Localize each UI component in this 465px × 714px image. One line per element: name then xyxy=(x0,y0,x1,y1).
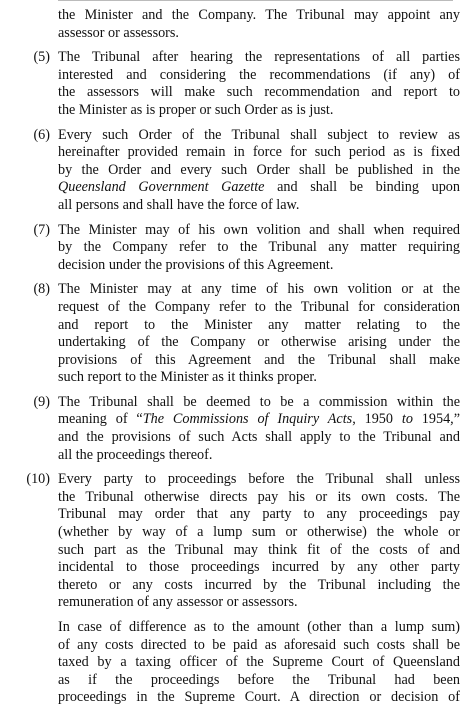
text-run: and shall be binding upon xyxy=(264,179,460,196)
text-line: interested and considering the recommendations (if any) of xyxy=(58,66,460,83)
text-line: The Minister may of his own volition and shall when required xyxy=(58,221,460,238)
text-line: decision under the provisions of this Agreement. xyxy=(58,256,334,273)
text-line: remuneration of any assessor or assessors. xyxy=(58,594,298,611)
text-run: meaning of “ xyxy=(58,411,143,428)
italic-gazette-title: Queensland Government Gazette xyxy=(58,179,265,196)
italic-act-title: The Commissions of Inquiry Acts xyxy=(142,411,353,428)
text-line: all persons and shall have the force of law. xyxy=(58,196,300,213)
text-line: the assessors will make such recommendation and report to xyxy=(58,84,460,101)
paragraph-number: (9) xyxy=(33,393,50,410)
document-page xyxy=(0,7,465,714)
text-line: the Minister as is proper or such Order as is just. xyxy=(58,101,334,118)
text-line: Every such Order of the Tribunal shall subject to review as xyxy=(58,126,460,143)
paragraph-number: (5) xyxy=(33,49,50,66)
text-line: hereinafter provided remain in force for such period as is fixed xyxy=(58,144,460,161)
text-line: taxed by a taxing officer of the Supreme Court of Queensland xyxy=(58,654,460,671)
text-line: all the proceedings thereof. xyxy=(58,446,213,463)
text-line: thereto or any costs incurred by the Tribunal including the xyxy=(58,576,460,593)
text-line: undertaking of the Company or otherwise arising under the xyxy=(58,334,460,351)
text-line: The Minister may at any time of his own volition or at the xyxy=(58,281,460,298)
text-line: (whether by way of a lump sum or otherwise) the whole or xyxy=(58,524,460,541)
text-run: , 1950 xyxy=(352,411,402,428)
text-line: by the Company refer to the Tribunal any matter requiring xyxy=(58,239,460,256)
text-line: proceedings in the Supreme Court. A direction or decision of xyxy=(58,689,460,706)
text-line: request of the Company refer to the Tribunal for consideration xyxy=(58,298,460,315)
paragraph-number: (6) xyxy=(33,126,50,143)
text-line: and report to the Minister any matter relating to the xyxy=(58,316,460,333)
paragraph-5 xyxy=(0,49,465,119)
text-line: In case of difference as to the amount (other than a lump sum) xyxy=(58,619,460,635)
paragraph-number: (7) xyxy=(33,221,50,238)
paragraph-number: (8) xyxy=(33,281,50,298)
text-run: 1954,” xyxy=(412,411,461,428)
paragraph-8 xyxy=(0,281,465,387)
paragraph-10 xyxy=(0,471,465,612)
text-line xyxy=(58,179,460,197)
text-line: by the Order and every such Order shall be published in the xyxy=(58,161,460,178)
text-line: Every party to proceedings before the Tribunal shall unless xyxy=(58,471,460,488)
top-rule xyxy=(58,0,453,1)
paragraph-number: (10) xyxy=(26,471,50,488)
italic-to: to xyxy=(401,411,413,428)
text-line: and the provisions of such Acts shall apply to the Tribunal and xyxy=(58,429,460,446)
text-line: The Tribunal after hearing the representations of all parties xyxy=(58,49,460,66)
paragraph-continued xyxy=(0,7,465,42)
text-line: the Minister and the Company. The Tribunal may appoint any xyxy=(58,7,460,23)
paragraph-6 xyxy=(0,127,465,215)
text-line: incidental to those proceedings incurred by any other party xyxy=(58,559,460,576)
text-line: such part as the Tribunal may think fit of the costs of and xyxy=(58,541,460,558)
paragraph-9 xyxy=(0,394,465,464)
text-line xyxy=(58,411,460,429)
text-line: the Tribunal otherwise directs pay his or its own costs. The xyxy=(58,488,460,505)
paragraph-10-continued xyxy=(0,619,465,707)
paragraph-7 xyxy=(0,222,465,275)
text-line: of any costs directed to be paid as aforesaid such costs shall be xyxy=(58,636,460,653)
text-line: The Tribunal shall be deemed to be a commission within the xyxy=(58,393,460,410)
text-line: assessor or assessors. xyxy=(58,24,179,41)
text-line: Tribunal may order that any party to any proceedings pay xyxy=(58,506,460,523)
text-line: provisions of this Agreement and the Tribunal shall make xyxy=(58,351,460,368)
text-line: as if the proceedings before the Tribunal had been xyxy=(58,671,460,688)
text-line: such report to the Minister as it thinks proper. xyxy=(58,369,317,386)
